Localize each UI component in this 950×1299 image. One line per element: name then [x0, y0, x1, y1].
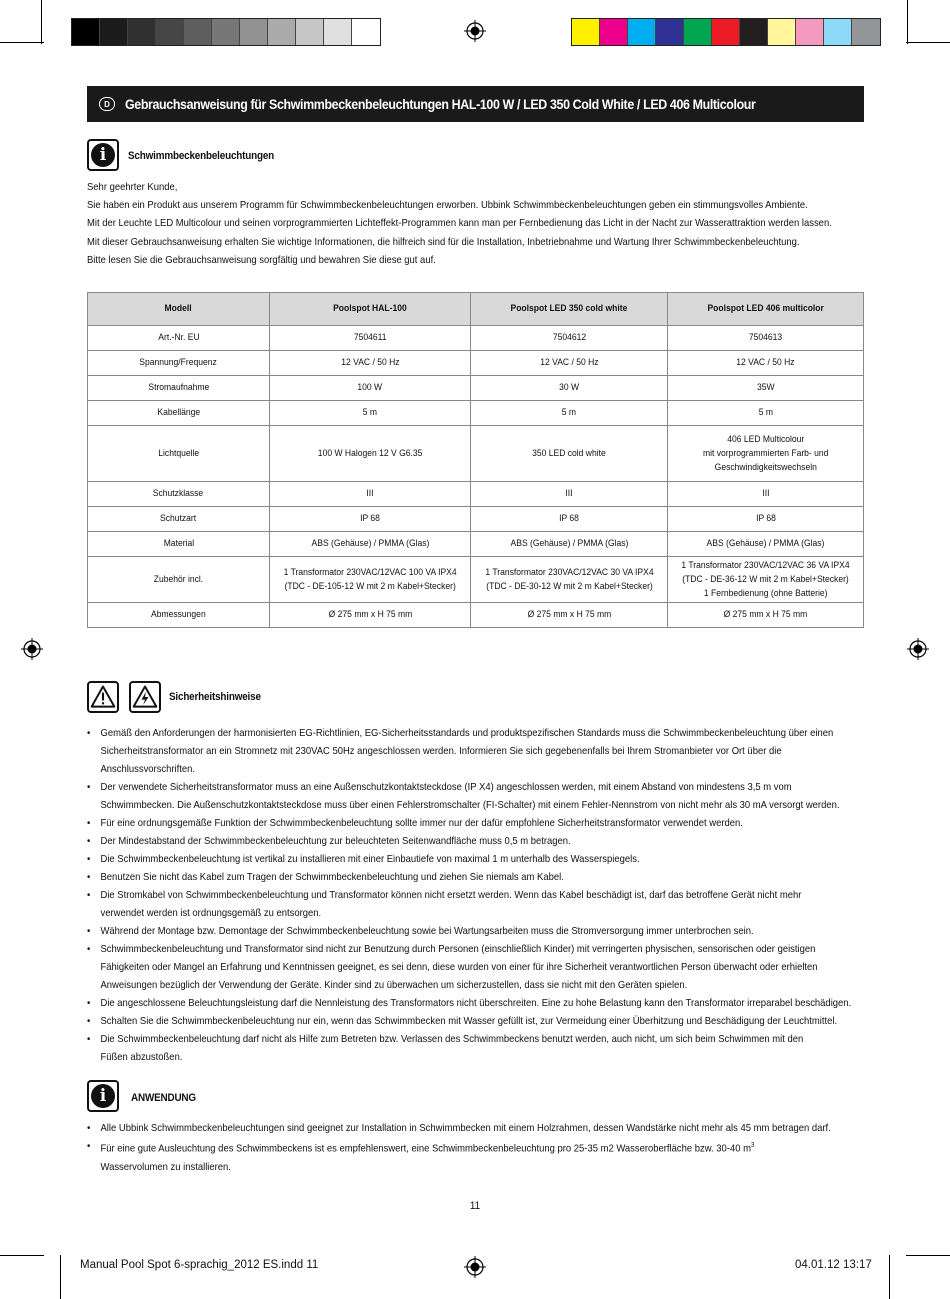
info-icon: i	[87, 1080, 119, 1112]
crop-mark	[889, 1255, 890, 1299]
table-cell: ABS (Gehäuse) / PMMA (Glas)	[471, 532, 668, 557]
color-swatch	[712, 19, 740, 45]
table-cell: 1 Transformator 230VAC/12VAC 30 VA IPX4 (TDC - DE-30-12 W mit 2 m Kabel+Stecker)	[471, 557, 668, 603]
list-item: • Schalten Sie die Schwimmbeckenbeleuchtung nur ein, wenn das Schwimmbecken mit Wasser gefüllt ist, zur Vermeidung einer Überhitzung und Beschädigung der Leuchtmittel.	[87, 1012, 876, 1030]
table-cell: ABS (Gehäuse) / PMMA (Glas)	[668, 532, 864, 557]
list-item: • Benutzen Sie nicht das Kabel zum Tragen der Schwimmbeckenbeleuchtung und ziehen Sie niemals am Kabel.	[87, 868, 876, 886]
info-icon: i	[87, 139, 119, 171]
table-cell: 5 m	[471, 401, 668, 426]
color-swatches-process	[571, 18, 881, 46]
table-header: Poolspot HAL-100	[269, 293, 470, 326]
table-row	[88, 376, 864, 401]
row-label: Material	[88, 532, 270, 557]
row-label: Abmessungen	[88, 603, 270, 628]
table-row	[88, 507, 864, 532]
table-cell: 5 m	[668, 401, 864, 426]
specification-table	[87, 292, 864, 628]
table-row	[88, 532, 864, 557]
table-cell: III	[471, 482, 668, 507]
intro-paragraph: Sehr geehrter Kunde,	[87, 181, 178, 193]
table-cell: 100 W	[269, 376, 470, 401]
table-cell: IP 68	[471, 507, 668, 532]
language-badge: D	[99, 97, 115, 111]
warning-icon	[87, 681, 119, 713]
color-swatch	[184, 19, 212, 45]
row-label: Stromaufnahme	[88, 376, 270, 401]
crop-mark	[907, 0, 908, 44]
table-header-row	[88, 293, 864, 326]
color-swatches-grayscale	[71, 18, 381, 46]
list-item: • Alle Ubbink Schwimmbeckenbeleuchtungen sind geeignet zur Installation in Schwimmbecken mit einem Holzrahmen, dessen Wandstärke nicht mehr als 45 mm betragen darf.	[87, 1119, 876, 1137]
list-item: • Die Schwimmbeckenbeleuchtung ist vertikal zu installieren mit einer Einbautiefe von maximal 1 m unterhalb des Wasserspiegels.	[87, 850, 876, 868]
intro-paragraph: Mit der Leuchte LED Multicolour und seinen vorprogrammierten Lichteffekt-Programmen kann man per Fernbedienung das Licht in der Nacht zur Wasserattraktion werden lassen.	[87, 217, 832, 230]
table-cell: Ø 275 mm x H 75 mm	[269, 603, 470, 628]
color-swatch	[852, 19, 880, 45]
table-cell: 7504612	[471, 326, 668, 351]
footer-timestamp: 04.01.12 13:17	[795, 1259, 872, 1271]
table-cell: 12 VAC / 50 Hz	[471, 351, 668, 376]
table-header: Poolspot LED 350 cold white	[471, 293, 668, 326]
color-swatch	[656, 19, 684, 45]
table-header: Modell	[88, 293, 270, 326]
list-item: • Die Stromkabel von Schwimmbeckenbeleuchtung und Transformator können nicht ersetzt werden. Wenn das Kabel beschädigt ist, darf das betroffene Gerät nicht mehr verwendet werden ist ordnungsgemäß zu entsorgen.	[87, 886, 876, 922]
list-item: • Der Mindestabstand der Schwimmbeckenbeleuchtung zur beleuchteten Seitenwandfläche muss 0,5 m betragen.	[87, 832, 876, 850]
table-cell: ABS (Gehäuse) / PMMA (Glas)	[269, 532, 470, 557]
color-swatch	[268, 19, 296, 45]
table-cell: 7504613	[668, 326, 864, 351]
table-row	[88, 426, 864, 482]
table-cell: III	[269, 482, 470, 507]
crop-mark	[906, 1255, 950, 1256]
table-cell: Ø 275 mm x H 75 mm	[668, 603, 864, 628]
intro-text	[87, 178, 832, 269]
table-cell: 35W	[668, 376, 864, 401]
document-title: Gebrauchsanweisung für Schwimmbeckenbeleuchtungen HAL-100 W / LED 350 Cold White / LED 406 Multicolour	[125, 96, 756, 112]
color-swatch	[240, 19, 268, 45]
table-row	[88, 351, 864, 376]
table-cell: 12 VAC / 50 Hz	[668, 351, 864, 376]
list-item: • Gemäß den Anforderungen der harmonisierten EG-Richtlinien, EG-Sicherheitsstandards und produktspezifischen Standards muss die Schwimmbeckenbeleuchtung über einen Sicherheitstransformator an ein Stromnetz mit 230VAC 50Hz angeschlossen werden. Informieren Sie sich gegebenenfalls bei Ihrem Stromanbieter vor Ort über die Anschlussvorschriften.	[87, 724, 876, 778]
list-item: • Für eine ordnungsgemäße Funktion der Schwimmbeckenbeleuchtung sollte immer nur der dafür empfohlene Sicherheitstransformator verwendet werden.	[87, 814, 876, 832]
document-title-bar	[87, 86, 864, 122]
crop-mark	[0, 1255, 44, 1256]
color-swatch	[324, 19, 352, 45]
registration-mark-icon	[907, 638, 929, 660]
table-cell: 5 m	[269, 401, 470, 426]
registration-mark-icon	[464, 20, 486, 42]
intro-paragraph: Mit dieser Gebrauchsanweisung erhalten Sie wichtige Informationen, die hilfreich sind für die Installation, Inbetriebnahme und Wartung Ihrer Schwimmbeckenbeleuchtung.	[87, 235, 800, 248]
table-row	[88, 482, 864, 507]
table-cell: III	[668, 482, 864, 507]
row-label: Spannung/Frequenz	[88, 351, 270, 376]
crop-mark	[41, 0, 42, 44]
list-item: • Schwimmbeckenbeleuchtung und Transformator sind nicht zur Benutzung durch Personen (einschließlich Kinder) mit verringerten physischen, sensorischen oder geistigen Fähigkeiten oder Mangel an Erfahrung und Kenntnissen geeignet, es sei denn, diese wurden von einer für ihre Sicherheit verantwortlichen Person überwacht oder erhielten Anweisungen bezüglich der Verwendung der Geräte. Kinder sind zu überwachen um sicherzustellen, dass sie nicht mit den Geräten spielen.	[87, 940, 876, 994]
page-number: 11	[469, 1200, 481, 1212]
color-swatch	[600, 19, 628, 45]
table-cell: IP 68	[668, 507, 864, 532]
electrical-hazard-icon	[129, 681, 161, 713]
intro-paragraph: Sie haben ein Produkt aus unserem Programm für Schwimmbeckenbeleuchtungen erworben. Ubbink Schwimmbeckenbeleuchtungen geben ein stimmungsvolles Ambiente.	[87, 199, 808, 212]
list-item: • Die Schwimmbeckenbeleuchtung darf nicht als Hilfe zum Betreten bzw. Verlassen des Schwimmbeckens benutzt werden, auch nicht, um sich beim Schwimmen mit den Füßen abzustoßen.	[87, 1030, 876, 1066]
section-heading-usage: ANWENDUNG	[131, 1092, 196, 1104]
table-cell: IP 68	[269, 507, 470, 532]
table-cell: 100 W Halogen 12 V G6.35	[269, 426, 470, 482]
color-swatch	[352, 19, 380, 45]
intro-paragraph: Bitte lesen Sie die Gebrauchsanweisung sorgfältig und bewahren Sie diese gut auf.	[87, 253, 436, 266]
list-item: • Während der Montage bzw. Demontage der Schwimmbeckenbeleuchtung sowie bei Wartungsarbeiten muss die Stromversorgung immer unterbrochen sein.	[87, 922, 876, 940]
color-swatch	[740, 19, 768, 45]
list-item: • Der verwendete Sicherheitstransformator muss an eine Außenschutzkontaktsteckdose (IP X4) angeschlossen werden, mit einem Abstand von mindestens 3,5 m vom Schwimmbecken. Die Außenschutzkontaktsteckdose muss über einen Fehlerstromschalter (FI-Schalter) mit einem Fehler-Nennstrom von nicht mehr als 30 mA versorgt werden.	[87, 778, 876, 814]
table-cell: Ø 275 mm x H 75 mm	[471, 603, 668, 628]
table-cell: 350 LED cold white	[471, 426, 668, 482]
color-swatch	[796, 19, 824, 45]
row-label: Schutzklasse	[88, 482, 270, 507]
safety-list	[87, 724, 877, 1066]
row-label: Kabellänge	[88, 401, 270, 426]
color-swatch	[128, 19, 156, 45]
section-heading-safety: Sicherheitshinweise	[169, 691, 261, 703]
table-cell: 1 Transformator 230VAC/12VAC 36 VA IPX4 (TDC - DE-36-12 W mit 2 m Kabel+Stecker) 1 Fernbedienung (ohne Batterie)	[668, 557, 864, 603]
table-cell: 1 Transformator 230VAC/12VAC 100 VA IPX4 (TDC - DE-105-12 W mit 2 m Kabel+Stecker)	[269, 557, 470, 603]
list-item: • Für eine gute Ausleuchtung des Schwimmbeckens ist es empfehlenswert, eine Schwimmbeckenbeleuchtung pro 25-35 m2 Wasseroberfläche bzw. 30-40 $m^3$ Wasservolumen zu installieren.	[87, 1137, 876, 1176]
color-swatch	[212, 19, 240, 45]
row-label: Lichtquelle	[88, 426, 270, 482]
table-row	[88, 401, 864, 426]
color-swatch	[296, 19, 324, 45]
list-item: • Die angeschlossene Beleuchtungsleistung darf die Nennleistung des Transformators nicht überschreiten. Eine zu hohe Belastung kann den Transformator irreparabel beschädigen.	[87, 994, 876, 1012]
table-row	[88, 557, 864, 603]
color-swatch	[684, 19, 712, 45]
table-cell: 12 VAC / 50 Hz	[269, 351, 470, 376]
table-cell: 30 W	[471, 376, 668, 401]
color-swatch	[72, 19, 100, 45]
table-cell: 406 LED Multicolour mit vorprogrammierten Farb- und Geschwindigkeitswechseln	[668, 426, 864, 482]
table-cell: 7504611	[269, 326, 470, 351]
row-label: Art.-Nr. EU	[88, 326, 270, 351]
crop-mark	[0, 42, 44, 43]
color-swatch	[100, 19, 128, 45]
table-header: Poolspot LED 406 multicolor	[668, 293, 864, 326]
color-swatch	[768, 19, 796, 45]
section-heading-lights: Schwimmbeckenbeleuchtungen	[128, 150, 275, 162]
registration-mark-icon	[464, 1256, 486, 1278]
row-label: Zubehör incl.	[88, 557, 270, 603]
crop-mark	[906, 42, 950, 43]
table-row	[88, 326, 864, 351]
crop-mark	[60, 1255, 61, 1299]
footer-filename: Manual Pool Spot 6-sprachig_2012 ES.indd 11	[80, 1259, 319, 1271]
registration-mark-icon	[21, 638, 43, 660]
usage-list	[87, 1119, 877, 1176]
color-swatch	[824, 19, 852, 45]
color-swatch	[156, 19, 184, 45]
row-label: Schutzart	[88, 507, 270, 532]
color-swatch	[572, 19, 600, 45]
table-row	[88, 603, 864, 628]
color-swatch	[628, 19, 656, 45]
